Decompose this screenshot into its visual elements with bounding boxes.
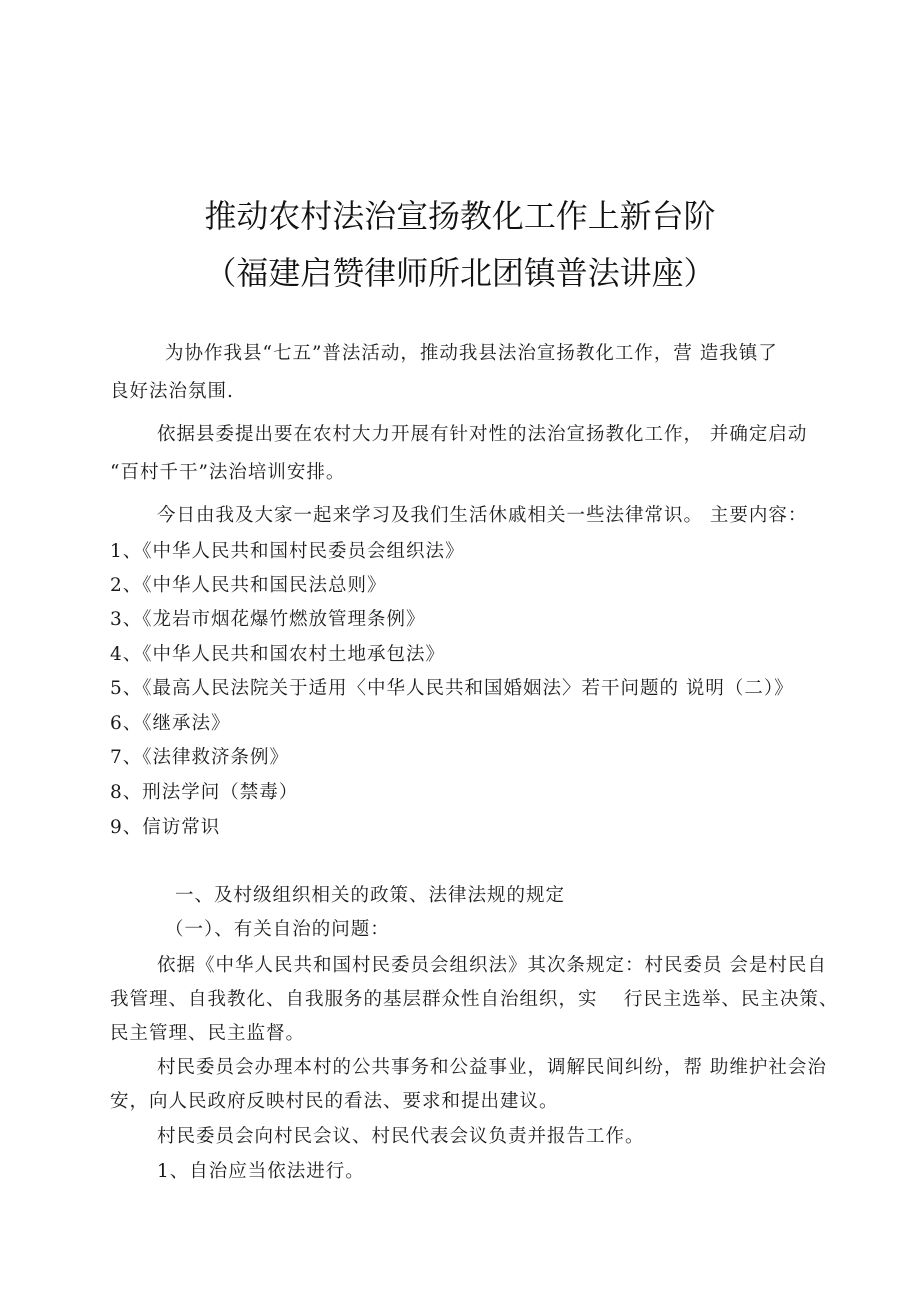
intro-paragraph-2-line-1: 依据县委提出要在农村大力开展有针对性的法治宣扬教化工作， 并确定启动 [157,424,808,445]
topic-item-7: 7、《法律救济条例》 [110,747,290,768]
intro-paragraph-3: 今日由我及大家一起来学习及我们生活休戚相关一些法律常识。 主要内容： [157,505,808,526]
topic-item-3: 3、《龙岩市烟花爆竹燃放管理条例》 [110,609,426,630]
section-1-heading: 一、及村级组织相关的政策、法律法规的规定 [175,885,566,906]
topic-item-2: 2、《中华人民共和国民法总则》 [110,575,387,596]
section-1-paragraph-1-line-1: 依据《中华人民共和国村民委员会组织法》其次条规定：村民委员 会是村民自 [157,955,827,976]
topic-item-8: 8、刑法学问（禁毒） [110,782,299,803]
section-1-item-1: 1、自治应当依法进行。 [157,1161,365,1182]
intro-paragraph-2-line-2: “百村千干”法治培训安排。 [110,462,346,483]
topic-item-6: 6、《继承法》 [110,713,231,734]
topic-item-4: 4、《中华人民共和国农村土地承包法》 [110,644,446,665]
section-1-paragraph-1-line-2: 我管理、自我教化、自我服务的基层群众性自治组织，实 行民主选举、民主决策、 [110,989,839,1010]
intro-paragraph-1-line-2: 良好法治氛围. [110,381,234,402]
document-title-line1: 推动农村法治宣扬教化工作上新台阶 [204,197,716,235]
intro-paragraph-1-line-1: 为协作我县“七五”普法活动，推动我县法治宣扬教化工作，营 造我镇了 [165,343,778,364]
section-1-paragraph-2-line-2: 安，向人民政府反映村民的看法、要求和提出建议。 [110,1091,559,1112]
topic-item-5: 5、《最高人民法院关于适用〈中华人民共和国婚姻法〉若干问题的 说明（二）》 [110,678,794,699]
topic-item-9: 9、信访常识 [110,817,221,838]
section-1-paragraph-3: 村民委员会向村民会议、村民代表会议负责并报告工作。 [157,1126,645,1147]
section-1-paragraph-1-line-3: 民主管理、民主监督。 [110,1023,306,1044]
topic-item-1: 1、《中华人民共和国村民委员会组织法》 [110,541,465,562]
section-1-subheading: （一）、有关自治的问题： [165,919,390,940]
section-1-paragraph-2-line-1: 村民委员会办理本村的公共事务和公益事业，调解民间纠纷，帮 助维护社会治 [157,1057,827,1078]
document-title-line2: （福建启赞律师所北团镇普法讲座） [204,254,716,292]
